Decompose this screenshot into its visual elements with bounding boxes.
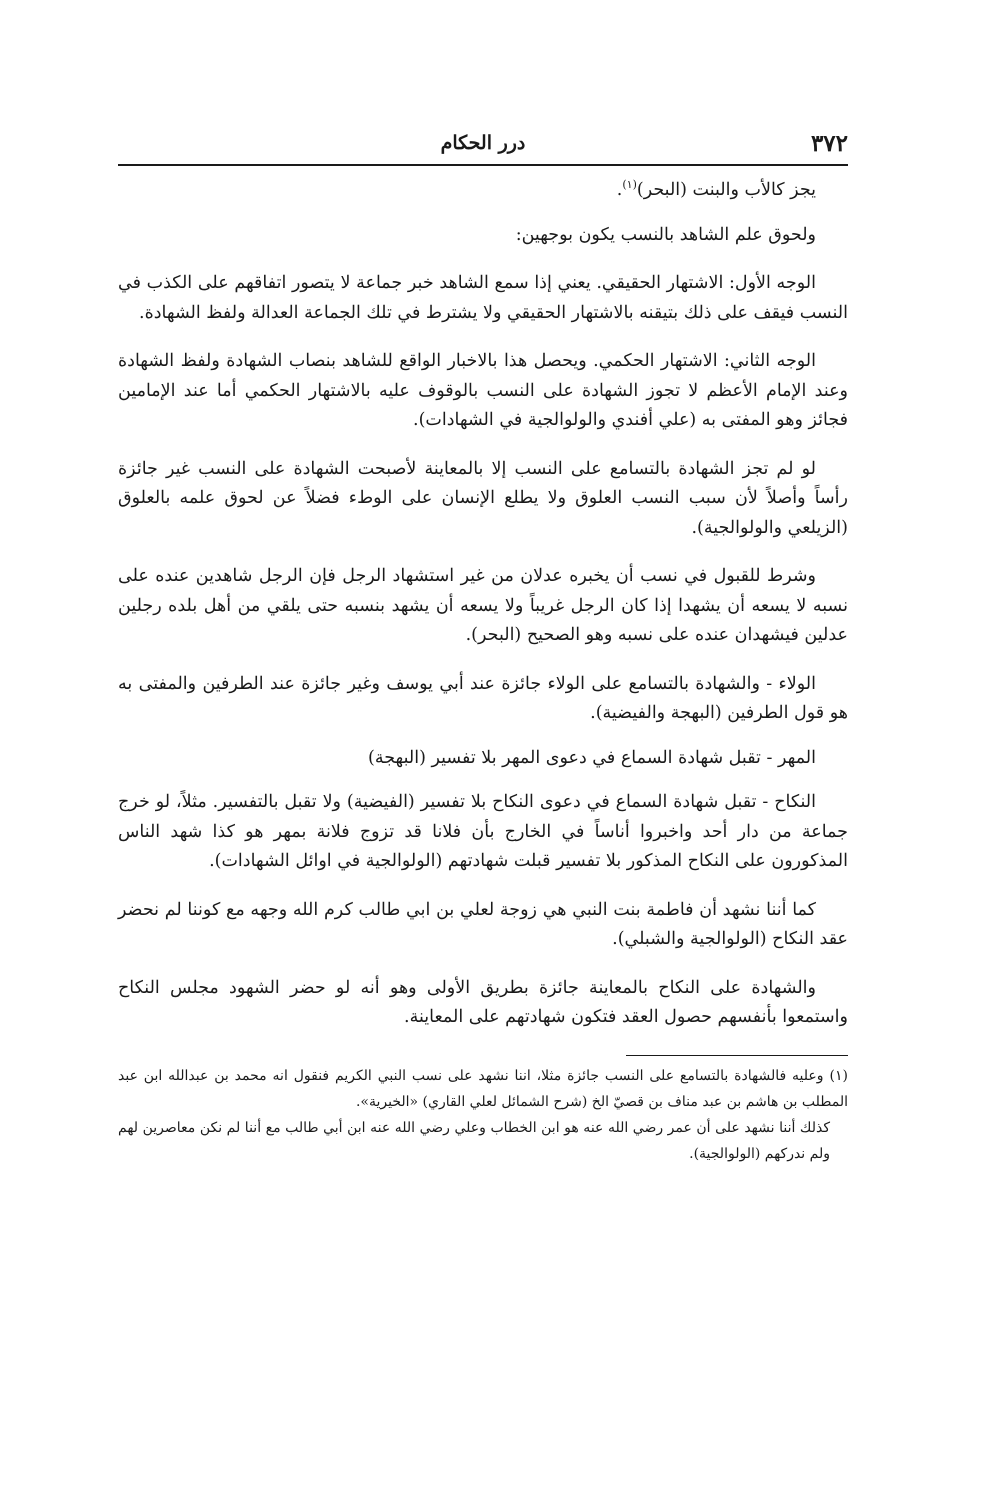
paragraph: الولاء - والشهادة بالتسامع على الولاء جائزة عند أبي يوسف وغير جائزة عند الطرفين والمفتى به هو قول الطرفين (البهجة والفيضية). — [118, 673, 848, 723]
running-title: درر الحكام — [440, 132, 526, 154]
paragraph: يجز كالأب والبنت (البحر)$^{(١)}$. — [616, 178, 816, 200]
body-text — [118, 176, 848, 1033]
footnote-divider — [626, 1055, 848, 1056]
paragraph: ولحوق علم الشاهد بالنسب يكون بوجهين: — [515, 224, 816, 245]
page — [118, 130, 848, 1167]
paragraph: وشرط للقبول في نسب أن يخبره عدلان من غير استشهاد الرجل فإن الرجل شاهدين عنده على نسبه لا يسعه أن يشهدا إذا كان الرجل غريباً ولا يسعه أن يشهد بنسبه حتى يلقي من أهل بلده رجلين عدلين فيشهدان عنده على نسبه وهو الصحيح (البحر). — [118, 566, 848, 645]
paragraph-text: يجز كالأب والبنت (البحر) — [636, 180, 816, 200]
paragraph: والشهادة على النكاح بالمعاينة جائزة بطريق الأولى وهو أنه لو حضر الشهود مجلس النكاح واستمعوا بأنفسهم حصول العقد فتكون شهادتهم على المعاينة. — [118, 977, 848, 1027]
paragraph: النكاح - تقبل شهادة السماع في دعوى النكاح بلا تفسير (الفيضية) ولا تقبل بالتفسير. مثلاً، لو خرج جماعة من دار أحد واخبروا أناساً في الخارج بأن فلانا قد تزوج فلانة بمهر هو كذا شهد الناس المذكورون على النكاح المذكور بلا تفسير قبلت شهادتهم (الولوالجية في اوائل الشهادات). — [118, 792, 848, 871]
paragraph: كما أننا نشهد أن فاطمة بنت النبي هي زوجة لعلي بن ابي طالب كرم الله وجهه مع كوننا لم نحضر عقد النكاح (الولوالجية والشبلي). — [118, 899, 848, 949]
page-number: ٣٧٢ — [810, 130, 848, 157]
paragraph: لو لم تجز الشهادة بالتسامع على النسب إلا بالمعاينة لأصبحت الشهادة على النسب غير جائزة رأساً وأصلاً لأن سبب النسب العلوق ولا يطلع الإنسان على الوطء فضلاً عن لحوق علمه بالعلوق (الزيلعي والولوالجية). — [118, 458, 848, 538]
footnotes — [118, 1055, 848, 1167]
footnote-body — [118, 1055, 848, 1167]
footnote-reference: (١) — [622, 178, 637, 192]
paragraph: الوجه الثاني: الاشتهار الحكمي. ويحصل هذا بالاخبار الواقع للشاهد بنصاب الشهادة ولفظ الشهادة وعند الإمام الأعظم لا تجوز الشهادة على النسب بالوقوف عليه بالاشتهار الحكمي أما عند الإمامين فجائز وهو المفتى به (علي أفندي والولوالجية في الشهادات). — [118, 351, 848, 430]
footnote-text: وعليه فالشهادة بالتسامع على النسب جائزة مثلا، اننا نشهد على نسب النبي الكريم فنقول انه محمد بن عبدالله ابن عبد المطلب بن هاشم بن عبد مناف بن قصيّ الخ (شرح الشمائل لعلي القاري) «الخيرية». — [118, 1067, 848, 1110]
paragraph: المهر - تقبل شهادة السماع في دعوى المهر بلا تفسير (البهجة) — [368, 747, 816, 768]
footnote-marker: (١) — [829, 1067, 848, 1084]
footnote-continuation: كذلك أننا نشهد على أن عمر رضي الله عنه هو ابن الخطاب وعلي رضي الله عنه ابن أبي طالب مع أننا لم نكن معاصرين لهم ولم ندركهم (الولوالجية). — [118, 1119, 830, 1162]
footnote-entry — [118, 1063, 848, 1115]
paragraph: الوجه الأول: الاشتهار الحقيقي. يعني إذا سمع الشاهد خبر جماعة لا يتصور اتفاقهم على الكذب في النسب فيقف على ذلك بتيقنه بالاشتهار الحقيقي ولا يشترط في تلك الجماعة العدالة ولفظ الشهادة. — [118, 273, 848, 323]
page-header — [118, 130, 848, 166]
